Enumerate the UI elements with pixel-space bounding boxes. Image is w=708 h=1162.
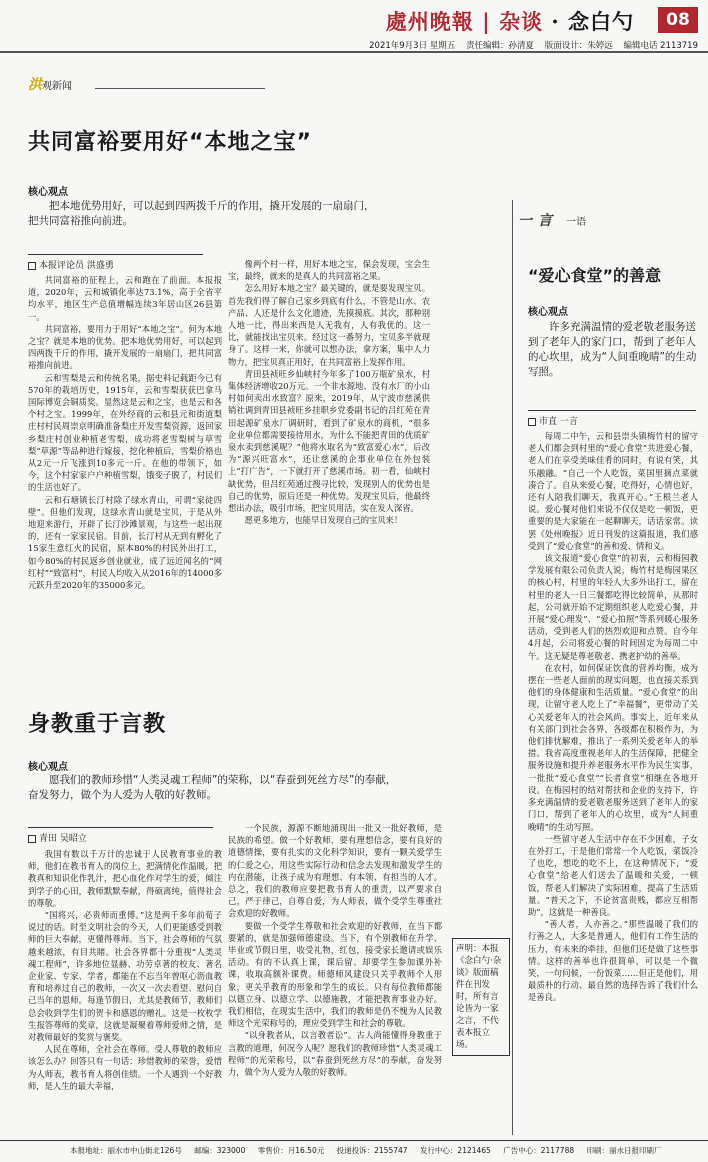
- paragraph: 要做一个受学生尊敬和社会欢迎的好教师，在当下都要紧的，就是加强师德建设。当下，有个别教师在升学、毕业或节假日里，收受礼物，红包，接受家长邀请或娱乐活动。有的不认真上课，课后留、却要学生参加课外补课，收取高额补课费。师德师风建设只关乎教师个人形象，更关乎教育的形象和学生的成长。只有每位教师都能以德立身、以德立学、以德施教，才能把教育事业办好。我们相信，在现实生活中，我们的教师是仍不愧为人民教师这个光荣称号的，理应受到学生和社会的尊敬。: [228, 920, 442, 1029]
- date: 2021年9月3日 星期五: [369, 41, 456, 51]
- footer-price: 零售价：月16.50元: [257, 1146, 325, 1155]
- paragraph: 云和雪梨是云和传统名果，据史料记载距今已有570年的栽培历史，1915年，云和雪梨获获巴拿马国际博览会铜质奖。显然这是云和之宝，也是云和各个村之宝。1999年，在外经商的云和县元和街道梨庄村村民周崇京明确准备梨庄开发雪梨资源，返回家乡梨庄村创业种植老雪梨，成功将老雪梨树与草雪梨“草源”等品种进行嫁接，挖化种植后，雪梨价格也从2元一斤飞涨到10多元一斤。在他的带领下，如今，这个村家家户户种植雪梨，饿变子脱了，村民们的生活也好了。: [28, 372, 222, 493]
- paragraph: 怎么用好本地之宝？最关键的，就是要发现宝贝。首先我们得了解自己家乡到底有什么，不管是山水、农产品、人还是什么文化遗迹，先摸摸底。其次，那种别人地一比，得出来西是人无我有，人有我优的。这一比，就能找出宝贝来。经过这一番努力，宝贝多半就现身了。这样一来，你就可以想办法，拿方案，集中人力物力，把宝贝真正用好，在共同富裕上发挥作用。: [228, 283, 430, 367]
- article1-col1: [28, 274, 222, 654]
- paragraph: 云和石塘镇长汀村除了绿水青山，可谓“家徒四壁”。但他们发现，这绿水青山就是宝贝，于是从外地迎来游行，开辟了长汀沙滩景观，与这些一起出现的，还有一家家民宿。目前，长汀村从无到有孵化了15家生意红火的民宿，原本80%的村民外出打工，如今80%的村民返乡创业就业，成了远近闻名的“网红村”“致富村”，村民人均收入从2016年的14000多元跃升至2020年的35000多元。: [28, 494, 222, 591]
- column-logo: [28, 74, 72, 94]
- dateline: [361, 39, 698, 51]
- article1-col2: [228, 258, 430, 654]
- yiyu-brush: 一言: [518, 213, 558, 229]
- footer-address: 本报地址：丽水市中山街北126号: [70, 1146, 182, 1155]
- editor-phone: 编辑电话 2113719: [623, 41, 698, 51]
- editor: 责任编辑：孙清夏: [466, 41, 535, 51]
- article2-col1: [28, 848, 222, 1136]
- page-number: 08: [658, 7, 698, 33]
- column-divider: [512, 200, 513, 1135]
- article2-core-label: 核心观点: [28, 762, 68, 773]
- footer: [0, 1140, 708, 1161]
- right-core: 许多充满温情的爱老敬老服务送到了老年人的家门口，帮到了老年人的心坎里，成为“人间重晚晴”的生动写照。: [528, 321, 697, 378]
- paragraph: “国将兴，必贵师而重傅。”这是两千多年前荀子说过的话。时至文明社会的今天，人们更能感受到教师的巨大奉献，更懂得尊师。当下，社会尊师的气氛越来越浓，有目共睹。社会各界都十分重视“人类灵魂工程师”，许多地位显赫、功劳卓著的校友、著名企业家、专家、学者，都能在不忘当年曾呕心沥血教育和培养过自己的教师，一次又一次去看望、慰问自己当年的恩师。每逢节假日，尤其是教师节，教师们总会收到学生们的贺卡和感恩的赠礼。这是一枚枚学生报答尊师的奖章，这就是凝聚着尊师爱师之情，是对教师最好的奖赏与褒奖。: [28, 910, 222, 1043]
- footer-distribution: 发行中心：2121465: [419, 1146, 491, 1155]
- column-logo-small: 观新闻: [42, 81, 72, 92]
- logo-rule: [95, 88, 265, 89]
- footer-ad: 广告中心：2117788: [503, 1146, 575, 1155]
- yiyu-logo: [518, 210, 694, 240]
- paragraph: 我国有数以千万计的忠诚于人民教育事业的教师，他们在教书育人的岗位上，把满情化作温暖，把教真和知识化作乳汁，把心血化作对学生的爱，倾注到学子的心田，教师默默奉献，得硕离纯，值得社会的尊敬。: [28, 849, 222, 908]
- paragraph: 一个民族，源源不断地涌现出一批又一批好教师，是民族的希望。做一个好教师，要有理想信念，要有良好的道德情操，要有扎实的文化科学知识，要有一颗关爱学生的仁爱之心，用这些实际行动和信念去发现和激发学生的内在潜能，让孩子成为有理想、有本领、有担当的人才。总之，我们的教师应要把教书育人的重责，以严要求自己，严于律己，自尊自爱，为人师表，做个受学生尊重社会欢迎的好教师。: [228, 823, 442, 919]
- disclaimer-note: 声明：本报《念白勺·杂谈》版面稿件在刊发时，所有言论皆为一家之言，不代表本报立场。: [452, 938, 510, 1056]
- article1-core-label: 核心观点: [28, 187, 68, 198]
- designer: 版面设计：朱婷远: [544, 41, 613, 51]
- paragraph: 每周二中午，云和县崇头镇梅竹村的留守老人们都会到村里的“爱心食堂”共进爱心餐，老人们在享受美味佳肴的同时，有说有笑，其乐融融。“自己一个人吃饭，菜国里摘点菜就凑合了。自从来爱心餐，吃得好，心情也好，还有人陪我们聊天，我真开心。”王根兰老人说。爱心餐对他们来说不仅仅是吃一顿饭，更重要的是大家能在一起聊聊天，话话家常。读罢《处州晚报》近日刊发的这篇报道，我们感受到了“爱心食堂”的善和爱、情和义。: [528, 431, 698, 551]
- right-body: [528, 430, 698, 1135]
- article2-title: 身教重于言教: [28, 712, 167, 737]
- right-byline: 市直 一言: [528, 410, 696, 427]
- footer-zip: 邮编：323000: [194, 1146, 246, 1155]
- section-name: 杂谈: [499, 9, 544, 34]
- right-title: “爱心食堂”的善意: [528, 266, 662, 285]
- paragraph: 在农村，如何保证饮食的营养均衡，成为摆在一些老人面前的现实问题，也直接关系到他们的身体健康和生活质量。“爱心食堂”的出现，让留守老人吃上了“幸福餐”，更带动了关心关爱老年人的社会风尚。事实上，近年来从有关部门到社会各界，各级都在积极作为，为他们排忧解难，推出了一系列关爱老年人的举措。我省高度重视老年人的生活保障，把健全服务设施和提升养老服务水平作为民生实事，一批批“爱心食堂”“长者食堂”相继在各地开设。在梅园村的结对帮扶和企业的支持下，许多充满温情的爱老敬老服务送到了老年人的家门口，帮到了老年人的心坎里，成为“人间重晚晴”的生动写照。: [528, 662, 698, 832]
- paragraph: 共同富裕，要用力于用好“本地之宝”。何为本地之宝？就是本地的优势。把本地优势用好，可以起到四两拨千斤的作用，撬开发展的一扇扇门，把共同富裕推向前进。: [28, 323, 222, 371]
- column-logo-big: 洪: [28, 77, 42, 93]
- masthead-rule: [0, 51, 708, 53]
- yiyu-tag: 一语: [566, 217, 586, 228]
- paragraph: “善人者，人亦善之。”那些温暖了我们的行善之人，大多是普通人，他们有工作生活的压力，有未来的牵挂，但他们还是做了这些事情。这样的善举也许很简单，可以是一个微笑，一句问候，一份饭菜……但正是他们，用最质朴的行动、最自然的选择告诉了我们什么是善良。: [528, 919, 698, 1003]
- footer-delivery: 投递投诉：2155747: [336, 1146, 408, 1155]
- paragraph: 愿更多地方，也能早日发现自己的宝贝来！: [244, 515, 403, 526]
- paragraph: 该文报道“爱心食堂”的初衷，云和梅园教学发展有限公司负责人说，梅竹村是梅园果区的核心村，村里的年轻人大多外出打工，留在村里的老人一日三餐都吃得比较简单，从那时起，公司就开始不定期组织老人吃爱心餐，并开展“爱心理发”、“爱心拍照”等系列暖心服务活动，受到老人们的热烈欢迎和点赞。自今年4月起，公司将爱心餐的时间固定为每周二中午。这无疑是尊老敬老、携老护幼的善举。: [528, 553, 698, 661]
- article2-col2: [228, 822, 442, 1136]
- paper-name: 處州晚報: [385, 9, 474, 34]
- paragraph: 共同富裕的征程上，云和跑在了前面。本报报道，2020年，云和城镇化率达73.1%，高于全省平均水平，地区生产总值增幅连续3年居山区26县第一。: [28, 275, 222, 322]
- paragraph: 人民在尊师，全社会在尊师。受人尊敬的教师应该怎么办？回答只有一句话：珍惜教师的荣誉，爱惜为人师表，教书育人将创佳绩。一个人遇到一个好教师，是人生的最大幸福，: [28, 1044, 222, 1091]
- column-name: 念白勺: [568, 9, 634, 34]
- article1-title: 共同富裕要用好“本地之宝”: [28, 130, 312, 155]
- article2-core: 愿我们的教师珍惜“人类灵魂工程师”的荣称，以“春蚕到死丝方尽”的奉献，奋发努力，做个为人爱为人敬的好教师。: [28, 774, 397, 801]
- article1-byline: 本报评论员 洪盛勇: [28, 254, 203, 271]
- masthead-title: 處州晚報 | 杂谈 · 念白勺: [385, 9, 634, 34]
- paragraph: “以身教者从，以言教者讼”。古人尚能懂得身教重于言教的道理，何况今人呢？愿我们的教师珍惜“人类灵魂工程师”的光荣称号，以“春蚕到死丝方尽”的奉献，奋发努力，做个为人爱为人敬的好教师。: [228, 1030, 442, 1078]
- article2-byline: 青田 吴昭立: [28, 827, 213, 844]
- article1-core: 把本地优势用好，可以起到四两拨千斤的作用，撬开发展的一扇扇门，把共同富裕推向前进。: [28, 200, 375, 227]
- paragraph: 一些留守老人生活中存在不少困难，子女在外打工，于是他们常常一个人吃饭，菜饭冷了也吃，想吃的吃不上，在这种情况下，“爱心食堂”给老人们送去了温暖和关爱，一顿饭，帮老人们解决了实际困难，提高了生活质量。“普天之下，不论贫富贵贱，都应互相帮助”，这就是一种善良。: [528, 833, 698, 917]
- footer-print: 印刷：丽水日报印刷厂: [586, 1146, 662, 1155]
- paragraph: 青田县祯旺乡仙峡村今年多了100万瓶矿泉水，村集体经济增收20万元。一个非水源地、没有水厂的小山村如何卖出水致富？原来，2019年，从宁波市慈溪供销社调到青田县祯旺乡挂职乡党委副书记的吕红苑在青田起源矿泉水厂调研时，看到了矿泉水的商机，“很多企业单位都需要接待用水，为什么不能把青田的优质矿泉水卖到慈溪呢？”他将水取名为“致富爱心水”，后改为“源兴旺富水”，还让慈溪的企事业单位在外包装上“打广告”，一下就打开了慈溪市场。初一看，仙峡村缺优势，但吕红苑通过搜寻比较，发现别人的优势也是自己的优势，原后还是一种优势。发现宝贝后，他最终想出办法，吸引市场，把宝贝用活，实在发人深省。: [228, 368, 430, 514]
- paragraph: 像两个村一样，用好本地之宝，保会发现，宝会生宝，最终，就来的是真人的共同富裕之果。: [228, 259, 430, 282]
- right-core-label: 核心观点: [528, 307, 568, 318]
